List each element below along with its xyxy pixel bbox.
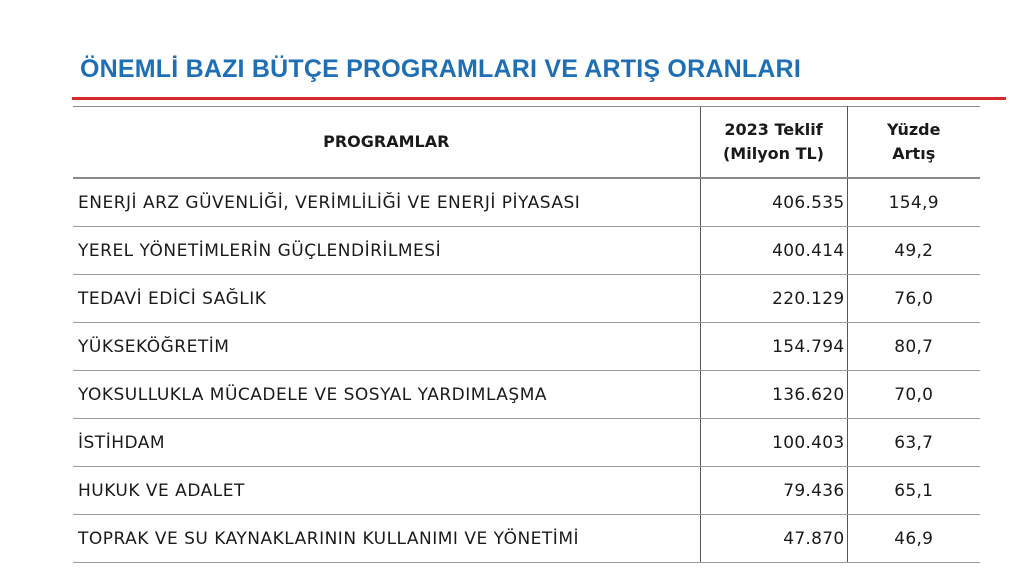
header-percent-line2: Artış: [892, 144, 936, 163]
table-row: [73, 371, 980, 419]
table-row: [73, 419, 980, 467]
program-percent: 154,9: [847, 178, 980, 227]
table-row: [73, 467, 980, 515]
program-value: 220.129: [700, 275, 847, 323]
program-value: 100.403: [700, 419, 847, 467]
program-percent: 63,7: [847, 419, 980, 467]
table-row: [73, 275, 980, 323]
budget-programs-table: [73, 106, 980, 563]
table-row: [73, 227, 980, 275]
table-row: [73, 323, 980, 371]
header-percent: [847, 107, 980, 179]
header-proposal: [700, 107, 847, 179]
program-name: YOKSULLUKLA MÜCADELE VE SOSYAL YARDIMLAŞMA: [73, 371, 700, 419]
program-name: YÜKSEKÖĞRETİM: [73, 323, 700, 371]
program-name: İSTİHDAM: [73, 419, 700, 467]
table-row: [73, 515, 980, 563]
program-percent: 49,2: [847, 227, 980, 275]
program-name: TEDAVİ EDİCİ SAĞLIK: [73, 275, 700, 323]
program-value: 47.870: [700, 515, 847, 563]
program-name: ENERJİ ARZ GÜVENLİĞİ, VERİMLİLİĞİ VE ENERJİ PİYASASI: [73, 178, 700, 227]
program-value: 79.436: [700, 467, 847, 515]
program-name: YEREL YÖNETİMLERİN GÜÇLENDİRİLMESİ: [73, 227, 700, 275]
program-name: TOPRAK VE SU KAYNAKLARININ KULLANIMI VE YÖNETİMİ: [73, 515, 700, 563]
header-proposal-line2: (Milyon TL): [722, 144, 824, 163]
program-value: 136.620: [700, 371, 847, 419]
program-percent: 65,1: [847, 467, 980, 515]
program-name: HUKUK VE ADALET: [73, 467, 700, 515]
program-value: 400.414: [700, 227, 847, 275]
table-header-row: [73, 107, 980, 179]
table-row: [73, 178, 980, 227]
title-underline: [72, 97, 1006, 100]
program-value: 154.794: [700, 323, 847, 371]
header-programs-label: PROGRAMLAR: [323, 132, 450, 151]
program-value: 406.535: [700, 178, 847, 227]
program-percent: 76,0: [847, 275, 980, 323]
program-percent: 70,0: [847, 371, 980, 419]
program-percent: 46,9: [847, 515, 980, 563]
header-proposal-line1: 2023 Teklif: [724, 120, 823, 139]
header-programs: [73, 107, 700, 179]
page-title: ÖNEMLİ BAZI BÜTÇE PROGRAMLARI VE ARTIŞ ORANLARI: [80, 55, 801, 83]
header-percent-line1: Yüzde: [887, 120, 941, 139]
program-percent: 80,7: [847, 323, 980, 371]
